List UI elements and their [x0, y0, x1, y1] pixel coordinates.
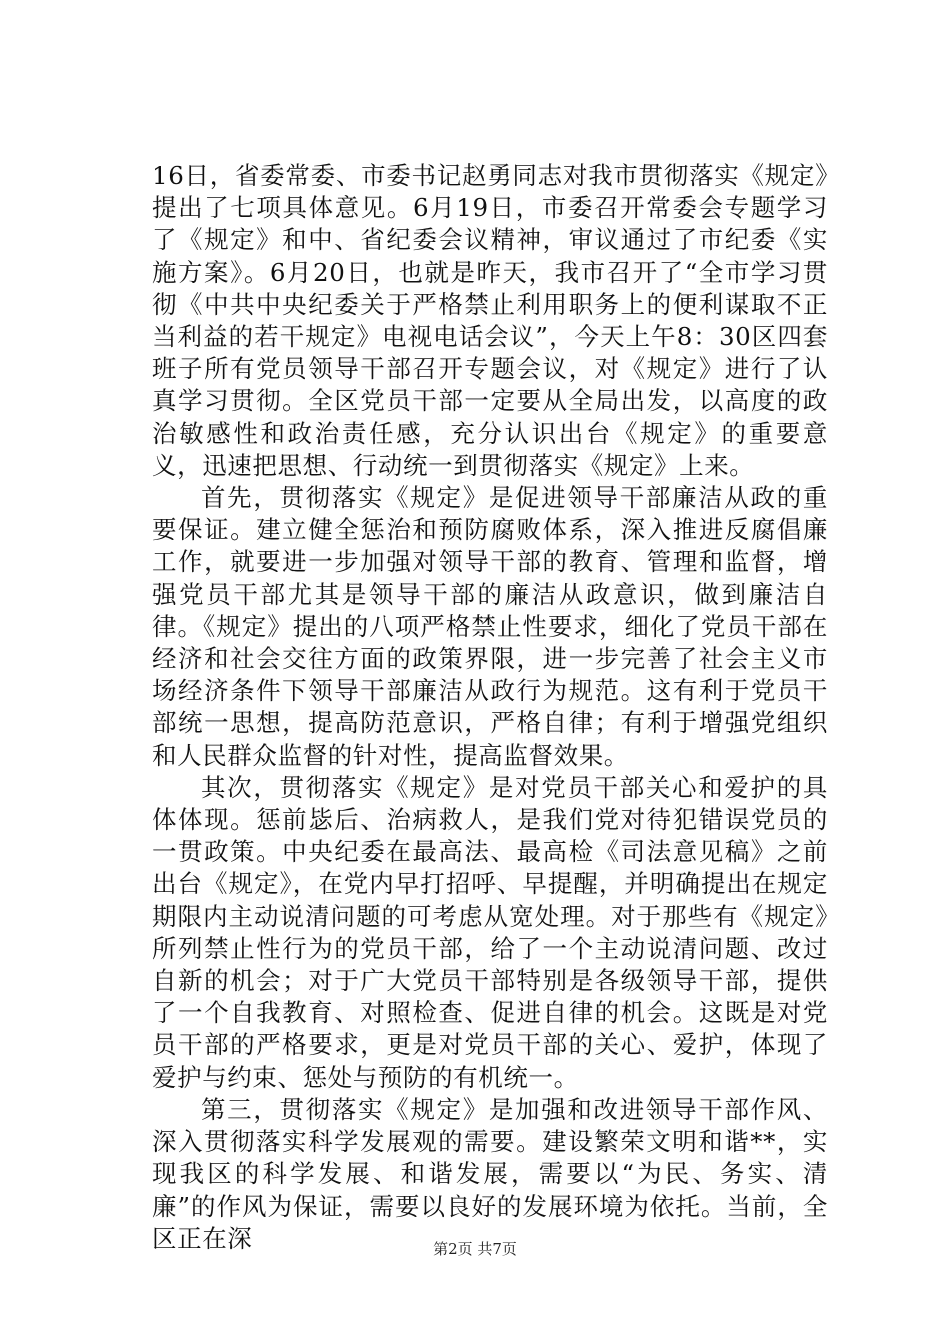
- document-body: [152, 160, 828, 1255]
- paragraph-second-point: 其次，贯彻落实《规定》是对党员干部关心和爱护的具体体现。惩前毖后、治病救人，是我们党对待犯错误党员的一贯政策。中央纪委在最高法、最高检《司法意见稿》之前出台《规定》，在党内早打招呼、早提醒，并明确提出在规定期限内主动说清问题的可考虑从宽处理。对于那些有《规定》所列禁止性行为的党员干部，给了一个主动说清问题、改过自新的机会；对于广大党员干部特别是各级领导干部，提供了一个自我教育、对照检查、促进自律的机会。这既是对党员干部的严格要求，更是对党员干部的关心、爱护，体现了爱护与约束、惩处与预防的有机统一。: [152, 772, 828, 1092]
- paragraph-third-point: 第三，贯彻落实《规定》是加强和改进领导干部作风、深入贯彻落实科学发展观的需要。建设繁荣文明和谐**，实现我区的科学发展、和谐发展，需要以“为民、务实、清廉”的作风为保证，需要以良好的发展环境为依托。当前，全区正在深: [152, 1094, 828, 1253]
- paragraph-continuation: 16日，省委常委、市委书记赵勇同志对我市贯彻落实《规定》提出了七项具体意见。6月19日，市委召开常委会专题学习了《规定》和中、省纪委会议精神，审议通过了市纪委《实施方案》。6月20日，也就是昨天，我市召开了“全市学习贯彻《中共中央纪委关于严格禁止利用职务上的便利谋取不正当利益的若干规定》电视电话会议”，今天上午8：30区四套班子所有党员领导干部召开专题会议，对《规定》进行了认真学习贯彻。全区党员干部一定要从全局出发，以高度的政治敏感性和政治责任感，充分认识出台《规定》的重要意义，迅速把思想、行动统一到贯彻落实《规定》上来。: [152, 161, 828, 480]
- paragraph-first-point: 首先，贯彻落实《规定》是促进领导干部廉洁从政的重要保证。建立健全惩治和预防腐败体系，深入推进反腐倡廉工作，就要进一步加强对领导干部的教育、管理和监督，增强党员干部尤其是领导干部的廉洁从政意识，做到廉洁自律。《规定》提出的八项严格禁止性要求，细化了党员干部在经济和社会交往方面的政策界限，进一步完善了社会主义市场经济条件下领导干部廉洁从政行为规范。这有利于党员干部统一思想，提高防范意识，严格自律；有利于增强党组织和人民群众监督的针对性，提高监督效果。: [152, 483, 828, 770]
- page-number-footer: 第2页 共7页: [433, 1240, 517, 1258]
